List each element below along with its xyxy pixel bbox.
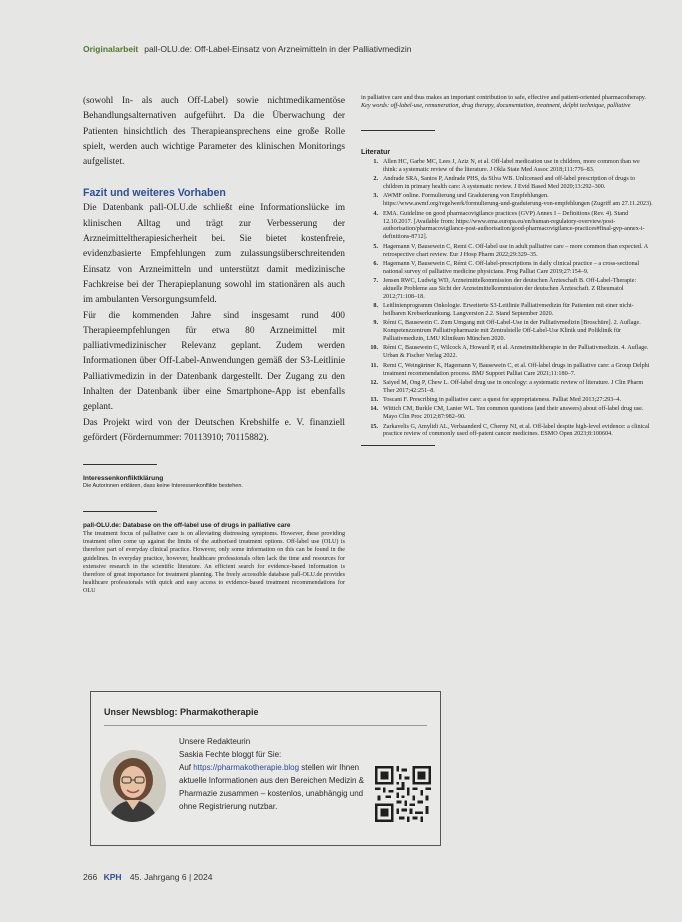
editor-portrait bbox=[100, 750, 166, 822]
intro-paragraph: (sowohl In- als auch Off-Label) sowie nichtmedikamentöse Behandlungsalternativen aufgeführt. Da die Überwachung der Patienten hinsichtlich des Therapieansprechens eine große Rolle spielt, werden auch wichtige Parameter des klinischen Monitorings aufgelistet. bbox=[83, 96, 345, 168]
reference-number: 13. bbox=[370, 397, 378, 404]
abstract-text: The treatment focus of palliative care is on alleviating distressing symptoms. However, these providing treatment often come up against the limits of the authorised treatment options. Off-label use (OLU) is therefore part of everyday clinical practice. However, only some information on this can be found in the guidelines. In everyday practice, however, healthcare professionals often lack the time and resources for extensive research in the scientific literature. An efficient search for evidence-based information is therefore of great importance for treatment planning. The freely accessible database pall-OLU.de provides healthcare professionals with quick and easy access to evidence-based treatment recommendations for OLU bbox=[83, 531, 345, 594]
reference-number: 8. bbox=[373, 303, 378, 310]
reference-number: 12. bbox=[370, 379, 378, 386]
fazit-paragraph-1: Die Datenbank pall-OLU.de schließt eine Informationslücke im klinischen Alltag und trägt zur Verbesserung der Arzneimitteltherapiesicherheit bei. Sie bietet kostenfreie, evidenzbasierte Empfehlungen zum zulassungsüberschreitenden Einsatz von Arzneimitteln und unterstützt damit medizinische Fachkreise bei der Therapieplanung sowohl im stationären als auch im ambulanten Versorgungsumfeld. bbox=[83, 203, 345, 306]
section-label: Originalarbeit bbox=[83, 44, 139, 54]
newsblog-heading: Unser Newsblog: Pharmakotherapie bbox=[104, 707, 259, 717]
reference-item bbox=[361, 244, 655, 260]
reference-item bbox=[361, 320, 655, 344]
reference-item bbox=[361, 380, 655, 396]
reference-text: Hagemann V, Bausewein C, Remi C. Off-label use in adult palliative care – more common than expected. A retrospective chart review. Eur J Hosp Pharm 2022;29:329–35. bbox=[383, 243, 648, 258]
abstract-title: pall-OLU.de: Database on the off-label use of drugs in palliative care bbox=[83, 522, 291, 530]
reference-item bbox=[361, 303, 655, 319]
reference-text: Hagemann V, Bausewein C, Rémi C. Off-label-prescriptions in daily clinical practice – a cross-sectional national survey of palliative medicine physicians. Prog Palliat Care 2019;27:154–9. bbox=[383, 260, 640, 275]
reference-text: Saiyed M, Ong P, Chew L. Off-label drug use in oncology: a systematic review of literature. J Clin Pharm Ther 2017;42:251–8. bbox=[383, 379, 644, 394]
reference-item bbox=[361, 176, 655, 192]
reference-text: Allen HC, Garbe MC, Lees J, Aziz N, et al. Off-label medication use in children, more common than we think: a systematic review of the literature. J Okla State Med Assoc 2018;111:776–83. bbox=[383, 159, 640, 173]
newsblog-divider bbox=[104, 725, 427, 726]
reference-text: Remi C, Weingärtner K, Hagemann V, Bausewein C, et al. Off-label drugs in palliative care: a Group Delphi treatment recommendation process. BMJ Support Palliat Care 2021;11:180–7. bbox=[383, 362, 650, 377]
reference-text: Toscani F. Prescribing in palliative care: a quest for appropriateness. Palliat Med 2013;27:293–4. bbox=[383, 397, 621, 404]
reference-number: 6. bbox=[373, 260, 378, 267]
reference-number: 3. bbox=[373, 193, 378, 200]
newsblog-text bbox=[179, 736, 364, 813]
fazit-heading: Fazit und weiteres Vorhaben bbox=[83, 187, 226, 200]
abstract-continuation: in palliative care and thus makes an important contribution to safe, effective and patient-oriented pharmacotherapy. bbox=[361, 94, 647, 101]
reference-text: Rémi C, Bausewein C. Zum Umgang mit Off-Label-Use in der Palliativmedizin [Broschüre]. 2. Auflage. Kompetenzzentrum Palliativpharmazie mit Zentralstelle Off-Label-Use Klinik und Poliklinik für Palliativmedizin, LMU Klinikum München 2020. bbox=[383, 320, 641, 343]
newsblog-text-before: Auf bbox=[179, 762, 194, 772]
left-column bbox=[83, 94, 345, 595]
reference-text: Zarkavelis G, Amylidi AL, Verbaanderd C, Cherny NI, et al. Off-label despite high-level evidence: a clinical practice review of commonly used off-patent cancer medicines. ESMO Open 2023;8:100604. bbox=[383, 423, 650, 438]
page-number: 266 bbox=[83, 872, 98, 882]
reference-number: 7. bbox=[373, 278, 378, 285]
reference-text: Rémi C, Bausewein C, Wilcock A, Howard P, et al. Arzneimitteltherapie in der Palliativmedizin. 4. Auflage. Urban & Fischer Verlag 2022. bbox=[383, 345, 649, 360]
reference-number: 14. bbox=[370, 406, 378, 413]
journal-name: KPH bbox=[103, 872, 122, 882]
newsblog-text-after: stellen wir Ihnen aktuelle Informationen aus den Bereichen Medizin & Pharmazie zusammen – kostenlos, unabhängig und ohne Registrierung nutzbar. bbox=[179, 762, 364, 811]
reference-item bbox=[361, 193, 655, 209]
reference-number: 5. bbox=[373, 243, 378, 250]
newsblog-body bbox=[179, 762, 364, 814]
page-footer bbox=[83, 872, 212, 882]
conflict-heading: Interessenkonfliktklärung bbox=[83, 475, 164, 483]
newsblog-box bbox=[90, 691, 441, 846]
reference-item bbox=[361, 424, 655, 440]
reference-number: 4. bbox=[373, 210, 378, 217]
newsblog-line-1: Unsere Redakteurin bbox=[179, 737, 251, 746]
header-title: pall-OLU.de: Off-Label-Einsatz von Arzneimitteln in der Palliativmedizin bbox=[144, 44, 412, 54]
divider bbox=[83, 464, 157, 465]
reference-text: Andrade SRA, Santos P, Andrade PHS, da Silva WB. Unlicensed and off-label prescription of drugs to children in primary health care: A systematic review. J Evid Based Med 2020;13:292–300. bbox=[383, 176, 636, 191]
newsblog-line-2: Saskia Fechte bloggt für Sie: bbox=[179, 749, 282, 759]
qr-code-icon[interactable] bbox=[375, 766, 431, 822]
fazit-paragraph-3: Das Projekt wird von der Deutschen Krebshilfe e. V. finanziell gefördert (Fördernummer: 70113910; 70115882). bbox=[83, 417, 345, 443]
reference-text: EMA. Guideline on good pharmacovigilance practices (GVP) Annex I – Definitions (Rev. 4). Stand 12.10.2017. [Available from: https://www.ema.europa.eu/en/human-regulatory-overview/post-authorisation/pharmacovigilance-post-authorisation/good-pharmacovigilance-practices#final-gvp-annex-i-definitions-8712]. bbox=[383, 210, 645, 241]
reference-list bbox=[361, 159, 655, 439]
reference-item bbox=[361, 345, 655, 361]
reference-text: Jensen RWC, Ludwig WD, Arzneimittelkommission der deutschen Ärzteschaft B. Off-Label-Therapie: aktuelle Probleme aus Sicht der Arzneimittelkommission der deutschen Ärzteschaft. Z Rheumatol 2012;71:108–18. bbox=[383, 278, 637, 300]
reference-item bbox=[361, 159, 655, 175]
reference-number: 11. bbox=[370, 362, 378, 369]
reference-number: 10. bbox=[370, 345, 378, 352]
issue-info: 45. Jahrgang 6 | 2024 bbox=[129, 872, 213, 882]
fazit-paragraph-2: Für die kommenden Jahre sind insgesamt rund 400 Therapieempfehlungen für etwa 80 Arzneimittel mit palliativmedizinischer Relevanz geplant. Zudem werden Informationen über Off-Label-Anwendungen gemäß der S3-Leitlinie Palliativmedizin in der Datenbank dargestellt. Der Zugang zu den Inhalten der Datenbank über eine Smartphone-App ist ebenfalls geplant. bbox=[83, 310, 345, 413]
reference-item bbox=[361, 211, 655, 243]
reference-number: 9. bbox=[373, 320, 378, 327]
divider bbox=[361, 130, 435, 131]
reference-item bbox=[361, 406, 655, 422]
reference-number: 1. bbox=[373, 159, 378, 165]
keywords: Key words: off-label-use, remuneration, drug therapy, documentation, treatment, delphi technique, palliative bbox=[361, 102, 631, 109]
reference-number: 2. bbox=[373, 176, 378, 183]
divider bbox=[83, 511, 157, 512]
running-header bbox=[83, 44, 412, 54]
reference-item bbox=[361, 397, 655, 405]
right-column bbox=[361, 94, 655, 446]
reference-text: Leitlinienprogramm Onkologie. Erweiterte S3-Leitlinie Palliativmedizin für Patienten mit einer nicht-heilbaren Krebserkrankung. Langversion 2.2. Stand September 2020. bbox=[383, 303, 634, 318]
reference-item bbox=[361, 278, 655, 302]
reference-item bbox=[361, 261, 655, 277]
reference-text: AWMF online. Formulierung und Graduierung von Empfehlungen. https://www.awmf.org/regelwerk/formulierung-und-graduierung-von-empfehlungen (Zugriff am 27.11.2023). bbox=[383, 193, 653, 208]
conflict-text: Die Autorinnen erklären, dass keine Interessenkonflikte bestehen. bbox=[83, 483, 243, 490]
reference-item bbox=[361, 363, 655, 379]
blog-link[interactable]: https://pharmakotherapie.blog bbox=[193, 762, 300, 772]
reference-number: 15. bbox=[370, 423, 378, 430]
reference-text: Wittich CM, Burkle CM, Lanier WL. Ten common questions (and their answers) about off-label drug use. Mayo Clin Proc 2012;87:982–90. bbox=[383, 406, 644, 421]
literature-heading: Literatur bbox=[361, 147, 391, 156]
divider bbox=[361, 445, 435, 446]
